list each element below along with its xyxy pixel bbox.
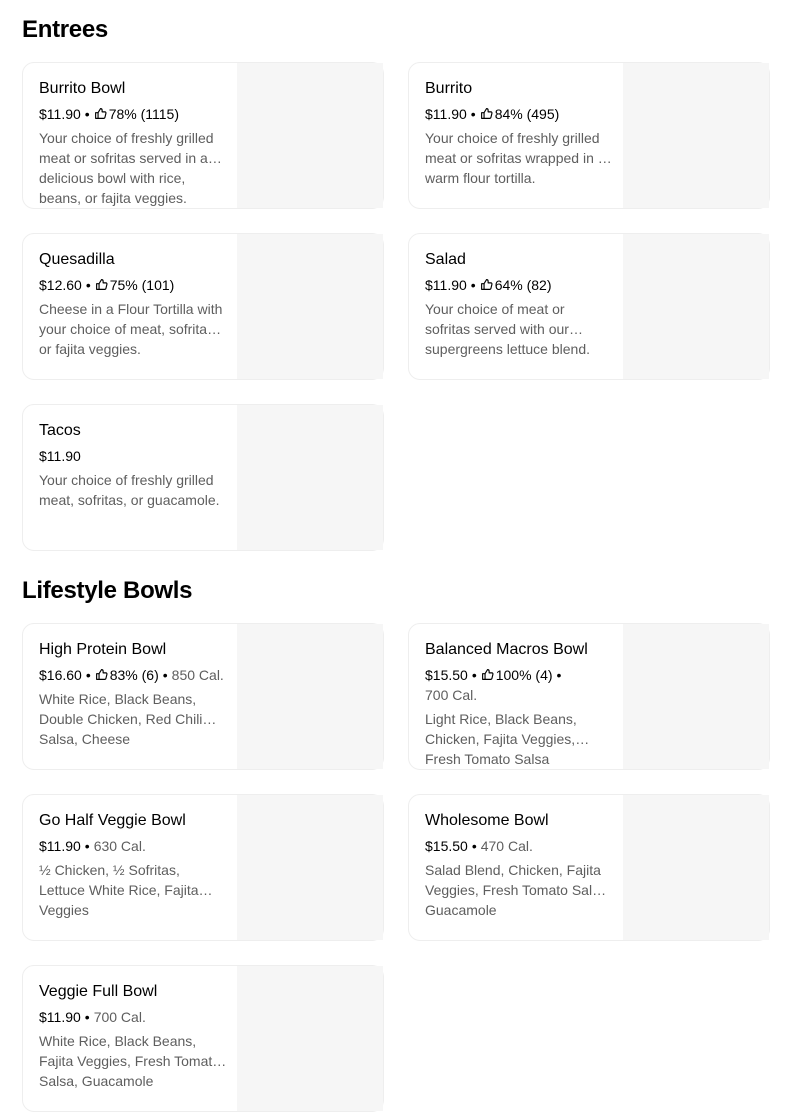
item-price: $11.90 [425, 277, 467, 293]
menu-item-card[interactable] [408, 62, 770, 209]
item-name: Burrito [425, 80, 473, 97]
thumbs-up-icon [480, 278, 493, 291]
item-image [623, 234, 769, 379]
item-meta: $12.60 • 75% (101) [39, 277, 175, 293]
item-calories: 700 Cal. [425, 687, 478, 703]
item-rating: 75% (101) [109, 277, 175, 293]
item-meta: $15.50 • 100% (4) • 700 Cal. [425, 667, 562, 703]
menu-item-card[interactable] [22, 623, 384, 770]
menu-item-card[interactable] [22, 404, 384, 551]
item-meta: $11.90 • 78% (1115) [39, 106, 179, 122]
item-meta: $16.60 • 83% (6) • 850 Cal. [39, 667, 224, 683]
item-description: White Rice, Black Beans, Fajita Veggies, Fresh Tomato Salsa, Guacamole [39, 1033, 221, 1089]
item-price: $12.60 [39, 277, 82, 293]
item-image [237, 405, 383, 550]
thumbs-up-icon [480, 107, 493, 120]
item-description: Light Rice, Black Beans, Chicken, Fajita Veggies, Fresh Tomato Salsa [425, 711, 577, 767]
item-description: Your choice of freshly grilled meat or sofritas wrapped in a warm flour tortilla. [425, 130, 606, 186]
item-name: Wholesome Bowl [425, 812, 549, 829]
item-calories: 630 Cal. [93, 838, 146, 854]
item-image [237, 234, 383, 379]
item-name: Quesadilla [39, 251, 115, 268]
item-image [237, 624, 383, 769]
item-name: Balanced Macros Bowl [425, 641, 588, 658]
item-rating: 83% (6) [109, 667, 159, 683]
menu-item-card[interactable] [22, 965, 384, 1112]
item-price: $11.90 [39, 1009, 81, 1025]
item-price: $16.60 [39, 667, 82, 683]
item-image [237, 795, 383, 940]
item-description: Your choice of freshly grilled meat, sofritas, or guacamole. [39, 472, 220, 508]
item-calories: 470 Cal. [480, 838, 533, 854]
item-price: $15.50 [425, 667, 468, 683]
item-price: $11.90 [39, 106, 81, 122]
item-rating: 64% (82) [494, 277, 552, 293]
item-rating: 84% (495) [494, 106, 560, 122]
item-meta: $11.90 • 64% (82) [425, 277, 552, 293]
item-name: Veggie Full Bowl [39, 983, 158, 1000]
item-price: $11.90 [425, 106, 467, 122]
thumbs-up-icon [481, 668, 494, 681]
item-calories: 700 Cal. [93, 1009, 146, 1025]
item-price: $11.90 [39, 838, 81, 854]
item-image [237, 966, 383, 1111]
menu-item-card[interactable] [22, 233, 384, 380]
item-image [237, 63, 383, 208]
item-description: Your choice of freshly grilled meat or sofritas served in a delicious bowl with rice, beans, or fajita veggies. [39, 130, 214, 206]
item-meta: $15.50 • 470 Cal. [425, 838, 533, 854]
item-price: $15.50 [425, 838, 468, 854]
item-image [623, 63, 769, 208]
menu-item-card[interactable] [22, 794, 384, 941]
item-image [623, 624, 769, 769]
item-rating: 100% (4) [495, 667, 553, 683]
thumbs-up-icon [95, 668, 108, 681]
item-description: Your choice of meat or sofritas served with our supergreens lettuce blend. [425, 301, 590, 357]
item-description: White Rice, Black Beans, Double Chicken, Red Chili Salsa, Cheese [39, 691, 203, 747]
menu-item-card[interactable] [408, 794, 770, 941]
item-price: $11.90 [39, 448, 81, 464]
item-rating: 78% (1115) [108, 106, 179, 122]
item-meta: $11.90 • 700 Cal. [39, 1009, 146, 1025]
item-meta [39, 446, 227, 466]
item-name: High Protein Bowl [39, 641, 167, 658]
thumbs-up-icon [95, 278, 108, 291]
item-meta: $11.90 • 84% (495) [425, 106, 560, 122]
menu-item-card[interactable] [408, 233, 770, 380]
item-name: Go Half Veggie Bowl [39, 812, 186, 829]
item-meta: $11.90 • 630 Cal. [39, 838, 146, 854]
menu-item-card[interactable] [408, 623, 770, 770]
item-description: Salad Blend, Chicken, Fajita Veggies, Fresh Tomato Salsa, Guacamole [425, 862, 611, 918]
item-calories: 850 Cal. [171, 667, 224, 683]
item-description: ½ Chicken, ½ Sofritas, Lettuce White Rice, Fajita Veggies [39, 862, 199, 918]
item-image [623, 795, 769, 940]
item-description: Cheese in a Flour Tortilla with your choice of meat, sofritas or fajita veggies. [39, 301, 223, 357]
item-name: Salad [425, 251, 466, 268]
menu-item-card[interactable] [22, 62, 384, 209]
item-name: Burrito Bowl [39, 80, 126, 97]
section-title-lifestyle-bowls: Lifestyle Bowls [22, 577, 193, 604]
thumbs-up-icon [94, 107, 107, 120]
item-name: Tacos [39, 422, 81, 439]
section-title-entrees: Entrees [22, 16, 108, 43]
